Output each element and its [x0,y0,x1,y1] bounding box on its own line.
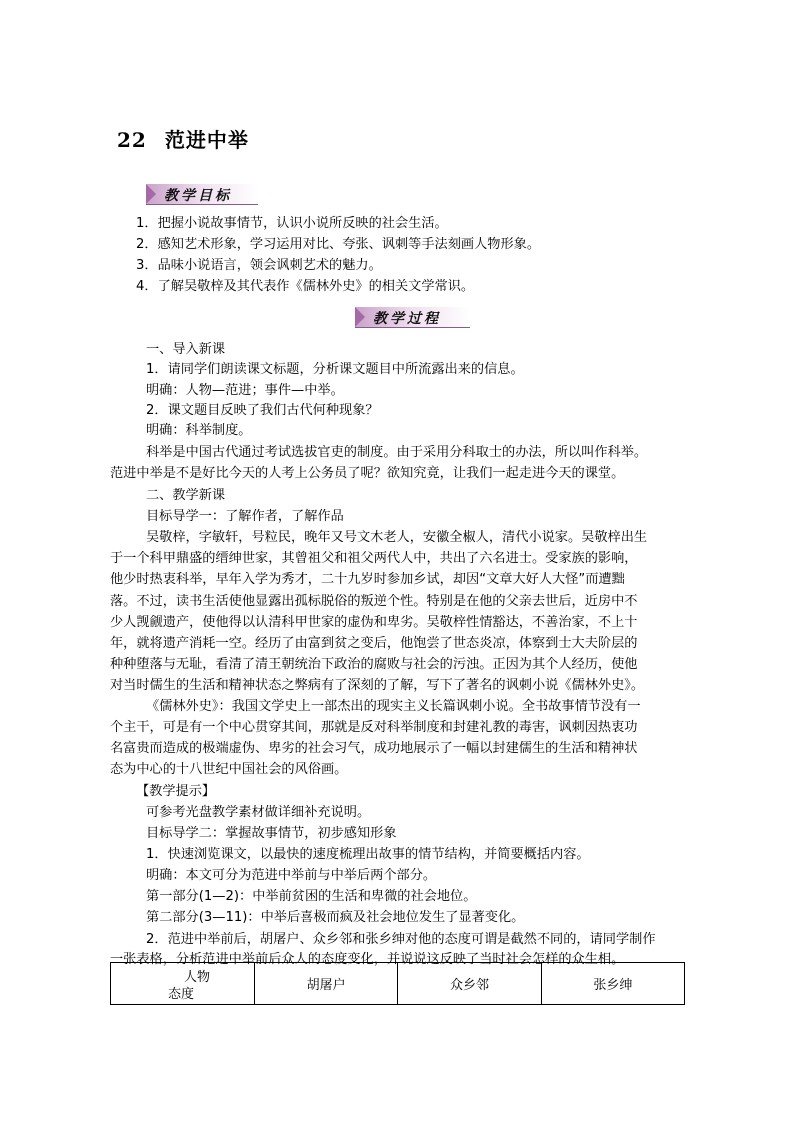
paragraph-line: 可参考光盘教学素材做详细补充说明。 [146,805,371,820]
paragraph-line: 目标导学一：了解作者，了解作品 [146,509,344,524]
table-row [111,963,685,1005]
goals-banner [146,182,258,206]
attitude-table [110,962,685,1005]
corner-label-bottom: 态度 [168,987,195,1002]
paragraph-line: 名富贵而造成的极端虚伪、卑劣的社会习气，成功地展示了一幅以封建儒生的生活和精神状 [110,741,638,756]
table-header-cell: 众乡邻 [398,963,541,1005]
paragraph-line: 第二部分(3—11)：中举后喜极而疯及社会地位发生了显著变化。 [146,910,525,925]
paragraph-line: 于一个科甲鼎盛的缙绅世家，其曾祖父和祖父两代人中，共出了六名进士。受家族的影响， [110,551,638,566]
table-header-cell: 张乡绅 [541,963,684,1005]
paragraph-line: 第一部分(1—2)：中举前贫困的生活和卑微的社会地位。 [146,889,477,904]
process-banner-label: 教学过程 [373,311,441,327]
paragraph-line: 科举是中国古代通过考试选拔官吏的制度。由于采用分科取士的办法，所以叫作科举。 [146,445,648,460]
section-heading: 一、导入新课 [146,342,226,357]
lesson-number: 22 [117,128,147,152]
goal-item: 3．品味小说语言，领会讽刺艺术的魅力。 [136,258,382,273]
paragraph-line: 种种堕落与无耻，看清了清王朝统治下政治的腐败与社会的污浊。正因为其个人经历，使他 [110,657,638,672]
paragraph-line: 吴敬梓，字敏轩，号粒民，晚年又号文木老人，安徽全椒人，清代小说家。吴敬梓出生 [146,530,648,545]
section-heading: 二、教学新课 [146,488,226,503]
lesson-title [117,124,249,153]
paragraph-line: 态为中心的十八世纪中国社会的风俗画。 [110,762,348,777]
paragraph-line: 1．快速浏览课文，以最快的速度梳理出故事的情节结构，并简要概括内容。 [146,847,590,862]
paragraph-line: 少人觊觎遗产，使他得以认清科甲世家的虚伪和卑劣。吴敬梓性情豁达，不善治家，不上十 [110,615,638,630]
lesson-name: 范进中举 [164,128,249,152]
paragraph-line: 年，就将遗产消耗一空。经历了由富到贫之变后，他饱尝了世态炎凉，体察到士大夫阶层的 [110,636,638,651]
corner-label-top: 人物 [183,970,210,985]
tip-heading: 【教学提示】 [136,784,216,799]
paragraph-line: 明确：科举制度。 [146,423,252,438]
table-header-cell: 胡屠户 [255,963,398,1005]
goal-item: 2．感知艺术形象，学习运用对比、夸张、讽刺等手法刻画人物形象。 [136,237,541,252]
paragraph-line: 1．请同学们朗读课文标题，分析课文题目中所流露出来的信息。 [146,362,524,377]
paragraph-line: 落。不过，读书生活使他显露出孤标脱俗的叛逆个性。特别是在他的父亲去世后，近房中不 [110,594,638,609]
paragraph-line: 他少时热衷科举，早年入学为秀才，二十九岁时参加乡试，却因“文章大好人大怪”而遭黜 [110,572,625,587]
paragraph-line: 2．范进中举前后，胡屠户、众乡邻和张乡绅对他的态度可谓是截然不同的，请同学制作 [146,932,656,947]
goal-item: 1．把握小说故事情节，认识小说所反映的社会生活。 [136,216,448,231]
process-banner [355,305,470,329]
paragraph-line: 明确：人物—范进；事件—中举。 [146,383,344,398]
goals-banner-label: 教学目标 [164,188,232,204]
paragraph-line: 对当时儒生的生活和精神状态之弊病有了深刻的了解，写下了著名的讽刺小说《儒林外史》。 [110,678,645,693]
table-corner-cell [111,963,255,1005]
paragraph-line: 目标导学二：掌握故事情节，初步感知形象 [146,826,397,841]
paragraph-line: 一张表格，分析范进中举前后众人的态度变化，并说说这反映了当时社会怎样的众生相。 [110,952,625,967]
paragraph-line: 明确：本文可分为范进中举前与中举后两个部分。 [146,868,437,883]
goal-item: 4．了解吴敬梓及其代表作《儒林外史》的相关文学常识。 [136,279,475,294]
paragraph-line: 个主干，可是有一个中心贯穿其间，那就是反对科举制度和封建礼教的毒害，讽刺因热衷功 [110,720,638,735]
paragraph-line: 2．课文题目反映了我们古代何种现象？ [146,403,379,418]
paragraph-line: 范进中举是不是好比今天的人考上公务员了呢？欲知究竟，让我们一起走进今天的课堂。 [110,466,625,481]
paragraph-line: 《儒林外史》：我国文学史上一部杰出的现实主义长篇讽刺小说。全书故事情节没有一 [146,699,641,714]
